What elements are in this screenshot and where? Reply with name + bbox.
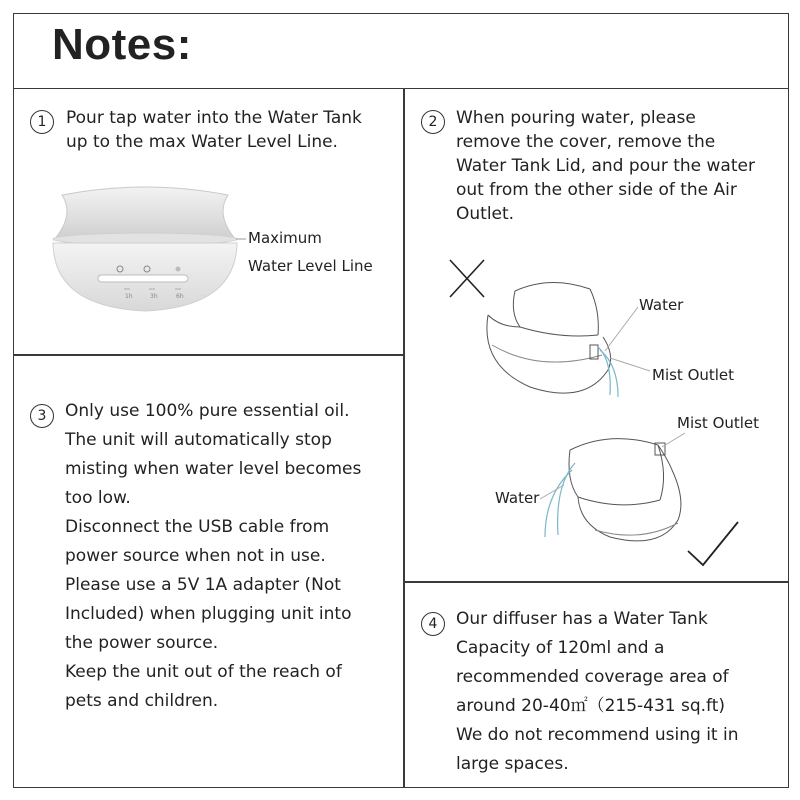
note-2-line: When pouring water, please [456, 108, 696, 128]
correct-mist-outlet-label: Mist Outlet [677, 414, 760, 432]
max-level-label-2: Water Level Line [248, 257, 373, 275]
note-3-line: Only use 100% pure essential oil. [65, 401, 350, 421]
correct-water-label: Water [495, 489, 540, 507]
correct-check-icon [688, 522, 738, 565]
timer-label: 6h [176, 293, 184, 300]
note-4-line: large spaces. [456, 754, 569, 774]
note-2-line: Outlet. [456, 204, 515, 224]
timer-label: 1h [125, 293, 133, 300]
note-4-line: around 20-40㎡（215-431 sq.ft) [456, 696, 726, 716]
right-divider [403, 581, 789, 583]
note-3-line: misting when water level becomes [65, 459, 362, 479]
left-divider [13, 354, 403, 356]
note-4-line: recommended coverage area of [456, 667, 729, 687]
note-1-line: Pour tap water into the Water Tank [66, 108, 362, 128]
note-1-line: up to the max Water Level Line. [66, 132, 338, 152]
note-3-line: too low. [65, 488, 131, 508]
wrong-water-label: Water [639, 296, 684, 314]
wrong-x-icon [450, 260, 484, 297]
note-3-line: the power source. [65, 633, 219, 653]
note-1-number: 1 [30, 110, 54, 134]
note-3-line: The unit will automatically stop [65, 430, 332, 450]
note-4-line: Our diffuser has a Water Tank [456, 609, 708, 629]
note-3-text [65, 397, 361, 716]
note-2-line: remove the cover, remove the [456, 132, 716, 152]
page-title: Notes: [52, 20, 192, 69]
note-3-number: 3 [30, 404, 54, 428]
note-3-line: pets and children. [65, 691, 219, 711]
wrong-mist-outlet-label: Mist Outlet [652, 366, 735, 384]
max-level-label-1: Maximum [248, 229, 322, 247]
timer-label: 3h [150, 293, 158, 300]
note-4-text [456, 605, 739, 779]
note-3-line: Keep the unit out of the reach of [65, 662, 342, 682]
diffuser-illustration [40, 185, 250, 315]
note-2-line: out from the other side of the Air [456, 180, 737, 200]
note-3-line: Please use a 5V 1A adapter (Not [65, 575, 341, 595]
vertical-divider [403, 88, 405, 788]
note-2-number: 2 [421, 110, 445, 134]
note-2-text [456, 106, 755, 226]
note-2-line: Water Tank Lid, and pour the water [456, 156, 755, 176]
note-3-line: Included) when plugging unit into [65, 604, 352, 624]
note-1-text [66, 106, 362, 154]
note-4-number: 4 [421, 612, 445, 636]
note-4-line: Capacity of 120ml and a [456, 638, 665, 658]
note-4-line: We do not recommend using it in [456, 725, 739, 745]
note-3-line: power source when not in use. [65, 546, 326, 566]
note-3-line: Disconnect the USB cable from [65, 517, 330, 537]
